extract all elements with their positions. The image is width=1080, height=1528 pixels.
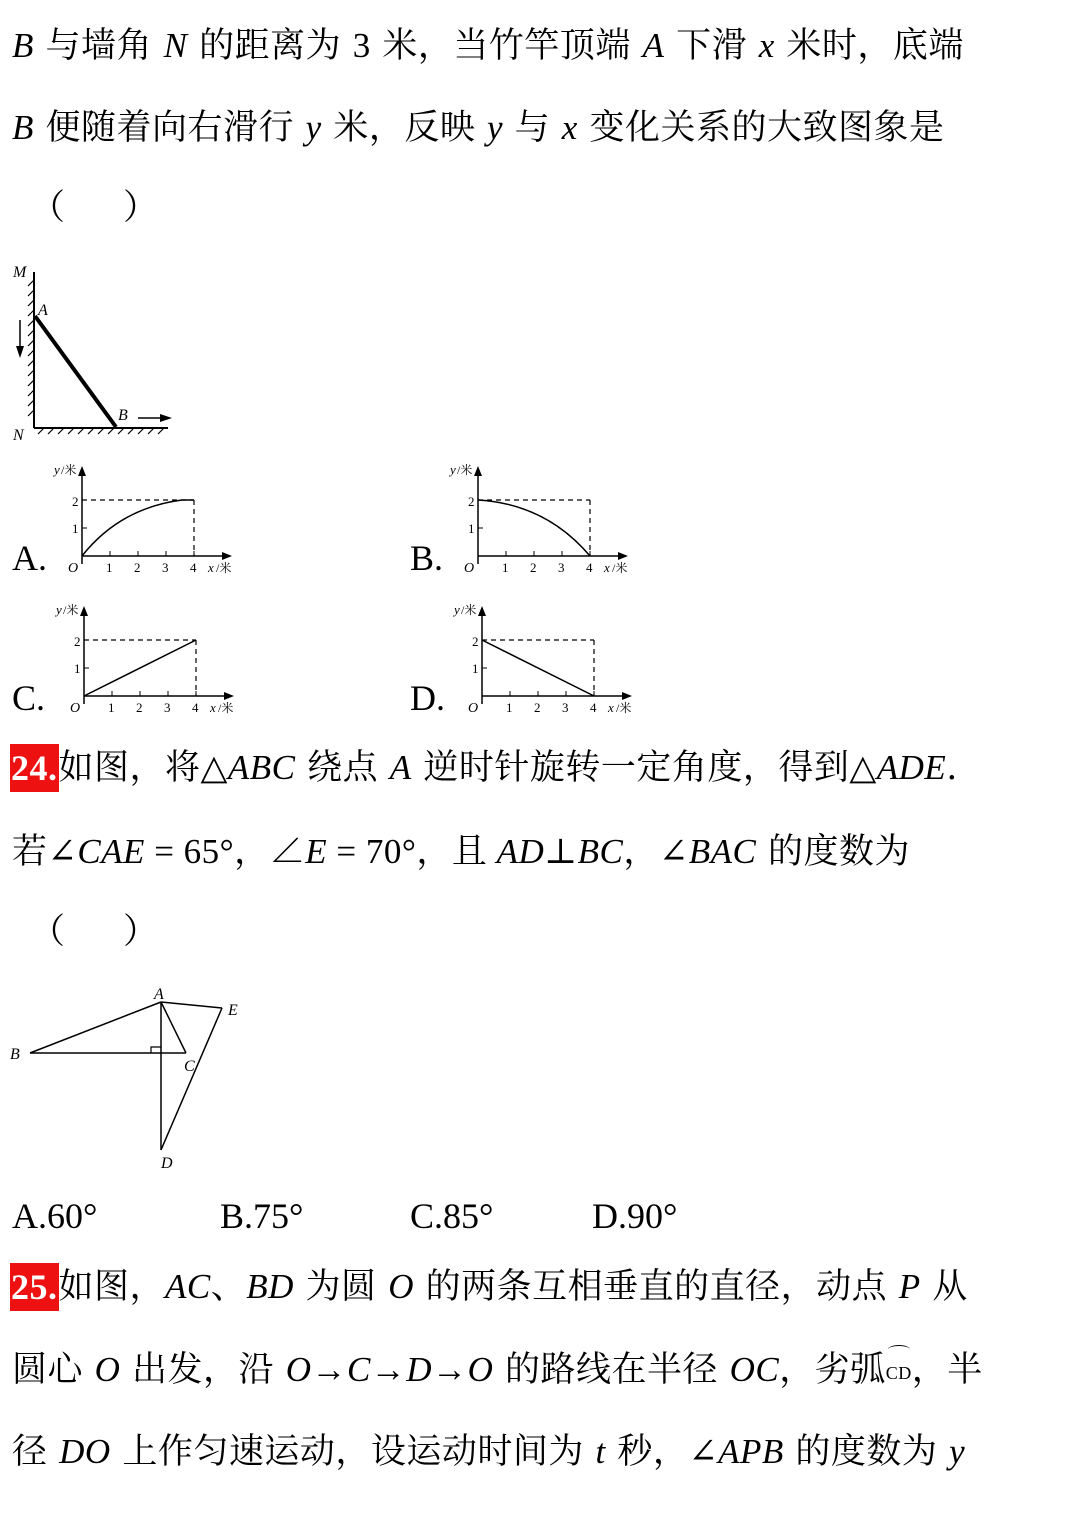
label-m: M — [13, 264, 27, 281]
choice-c[interactable]: C.85° — [410, 1196, 494, 1236]
option-b-label[interactable]: B. — [410, 538, 444, 578]
var-bc: BC — [577, 832, 624, 871]
svg-text:O: O — [68, 561, 79, 575]
svg-text:3: 3 — [164, 700, 171, 715]
text: 米时，底端 — [774, 26, 964, 66]
q24-text-line-2 — [12, 830, 910, 874]
svg-text:O: O — [468, 701, 479, 715]
svg-text:2: 2 — [72, 494, 79, 509]
svg-text:y: y — [454, 602, 460, 617]
q24-answer-blank — [30, 910, 158, 954]
svg-text:4: 4 — [190, 560, 197, 575]
text: 米，反映 — [321, 108, 487, 148]
svg-text:1: 1 — [72, 521, 79, 536]
text: 的度数为 — [756, 832, 910, 872]
text: 逆时针旋转一定角度，得到△ — [411, 748, 877, 788]
svg-text:3: 3 — [558, 560, 565, 575]
label-a: A — [38, 302, 48, 319]
label-d: D — [161, 1155, 173, 1172]
svg-text:O: O — [464, 561, 475, 575]
arc-cd-symbol: CD — [886, 1351, 912, 1395]
q23-text-line-1 — [12, 24, 964, 68]
text: ，劣弧 — [779, 1350, 886, 1390]
text: ，半 — [911, 1350, 983, 1390]
option-b-graph[interactable] — [446, 460, 646, 579]
text: 圆心 — [12, 1350, 95, 1390]
var-y: y — [949, 1432, 966, 1471]
q24-text-line-1 — [10, 746, 958, 792]
var-ade: ADE — [876, 748, 947, 787]
var-x: x — [758, 26, 775, 65]
text: 上作匀速运动，设运动时间为 — [110, 1432, 596, 1472]
var-a: A — [389, 748, 412, 787]
var-x: x — [561, 108, 578, 147]
text: 米，当竹竿顶端 — [370, 26, 643, 66]
var-n: N — [163, 26, 188, 65]
text: 径 — [12, 1432, 60, 1472]
var-a: A — [642, 26, 665, 65]
var-b: B — [12, 108, 34, 147]
var-abc: ABC — [227, 748, 296, 787]
svg-text:O: O — [70, 701, 81, 715]
svg-text:2: 2 — [74, 634, 81, 649]
q23-text-line-2 — [12, 106, 944, 150]
paren-close: ） — [123, 912, 159, 952]
text: = 70°，且 — [327, 832, 497, 871]
var-apb: APB — [718, 1432, 784, 1471]
svg-text:x: x — [608, 700, 614, 715]
option-c-graph[interactable] — [52, 600, 252, 719]
choice-b[interactable]: B.75° — [220, 1196, 304, 1236]
text: ，∠ — [623, 832, 689, 872]
option-d-label[interactable]: D. — [410, 678, 445, 718]
var-ac: AC — [165, 1267, 211, 1306]
svg-text:x: x — [208, 560, 214, 575]
svg-text:y: y — [450, 462, 456, 477]
var-e: E — [305, 832, 328, 871]
var-y: y — [486, 108, 504, 147]
svg-text:/米: /米 — [216, 561, 232, 575]
q25-text-line-3 — [12, 1430, 965, 1474]
svg-text:/米: /米 — [457, 463, 473, 477]
text: 秒，∠ — [605, 1432, 719, 1472]
paren-open: （ — [30, 912, 66, 952]
svg-text:2: 2 — [472, 634, 479, 649]
text: 下滑 — [664, 26, 759, 66]
svg-text:1: 1 — [106, 560, 113, 575]
text: 从 — [920, 1267, 968, 1307]
q24-triangle-figure — [8, 985, 248, 1179]
svg-text:/米: /米 — [461, 603, 477, 617]
svg-text:2: 2 — [468, 494, 475, 509]
text: 与 — [503, 108, 562, 148]
svg-text:1: 1 — [108, 700, 115, 715]
text: 与墙角 — [33, 26, 164, 66]
perp-symbol: ⊥ — [544, 832, 578, 872]
text: 便随着向右滑行 — [33, 108, 306, 148]
var-cae: CAE — [77, 832, 145, 871]
svg-text:4: 4 — [590, 700, 597, 715]
var-bac: BAC — [688, 832, 757, 871]
svg-text:/米: /米 — [612, 561, 628, 575]
label-e: E — [228, 1002, 238, 1019]
svg-text:4: 4 — [586, 560, 593, 575]
var-ad: AD — [496, 832, 545, 871]
svg-text:y: y — [54, 462, 60, 477]
text: 出发，沿 — [120, 1350, 286, 1390]
svg-text:/米: /米 — [61, 463, 77, 477]
choice-a[interactable]: A.60° — [12, 1196, 98, 1236]
label-n: N — [13, 427, 24, 444]
option-a-graph[interactable] — [50, 460, 250, 579]
text: 如图，将△ — [58, 748, 228, 788]
svg-text:2: 2 — [530, 560, 537, 575]
var-y: y — [305, 108, 322, 147]
label-c: C — [184, 1058, 195, 1075]
var-p: P — [898, 1267, 921, 1306]
svg-text:y: y — [56, 602, 62, 617]
svg-text:/米: /米 — [63, 603, 79, 617]
var-o: O — [94, 1350, 121, 1389]
text: = 65°，∠ — [144, 832, 306, 871]
paren-close: ） — [123, 188, 159, 228]
q25-text-line-2 — [12, 1348, 983, 1395]
choice-d[interactable]: D.90° — [592, 1196, 678, 1236]
svg-text:1: 1 — [74, 661, 81, 676]
text: 变化关系的大致图象是 — [577, 108, 945, 148]
question-number-25: 25. — [10, 1263, 59, 1311]
text: 、 — [210, 1267, 247, 1307]
var-t: t — [595, 1432, 606, 1471]
label-b: B — [118, 407, 128, 424]
svg-text:/米: /米 — [218, 701, 234, 715]
label-b: B — [10, 1046, 20, 1063]
option-a-label[interactable]: A. — [12, 538, 47, 578]
label-a: A — [154, 986, 164, 1003]
option-c-label[interactable]: C. — [12, 678, 46, 718]
question-number-24: 24. — [10, 744, 59, 792]
option-d-graph[interactable] — [450, 600, 650, 719]
path-ocdo: O→C→D→O — [285, 1350, 494, 1389]
paren-open: （ — [30, 188, 66, 228]
svg-text:3: 3 — [162, 560, 169, 575]
q25-text-line-1 — [10, 1265, 968, 1311]
svg-text:1: 1 — [502, 560, 509, 575]
text: 的度数为 — [783, 1432, 950, 1472]
text: . — [946, 748, 958, 788]
q23-pole-figure — [8, 260, 178, 449]
text: 如图， — [58, 1267, 166, 1307]
text: 的路线在半径 — [493, 1350, 730, 1390]
var-b: B — [12, 26, 34, 65]
text: 的距离为 — [187, 26, 353, 66]
var-do: DO — [59, 1432, 111, 1471]
svg-text:3: 3 — [562, 700, 569, 715]
var-bd: BD — [246, 1267, 294, 1306]
svg-text:2: 2 — [534, 700, 541, 715]
number: 3 — [352, 26, 371, 65]
text: 若∠ — [12, 832, 78, 872]
var-oc: OC — [729, 1350, 780, 1389]
svg-text:/米: /米 — [616, 701, 632, 715]
svg-text:1: 1 — [506, 700, 513, 715]
svg-text:x: x — [210, 700, 216, 715]
svg-text:1: 1 — [468, 521, 475, 536]
svg-text:2: 2 — [134, 560, 141, 575]
text: 为圆 — [293, 1267, 389, 1307]
var-o: O — [388, 1267, 414, 1306]
svg-text:1: 1 — [472, 661, 479, 676]
svg-text:x: x — [604, 560, 610, 575]
text: 绕点 — [295, 748, 390, 788]
text: 的两条互相垂直的直径，动点 — [413, 1267, 899, 1307]
q23-answer-blank — [30, 186, 158, 230]
svg-text:4: 4 — [192, 700, 199, 715]
svg-text:2: 2 — [136, 700, 143, 715]
